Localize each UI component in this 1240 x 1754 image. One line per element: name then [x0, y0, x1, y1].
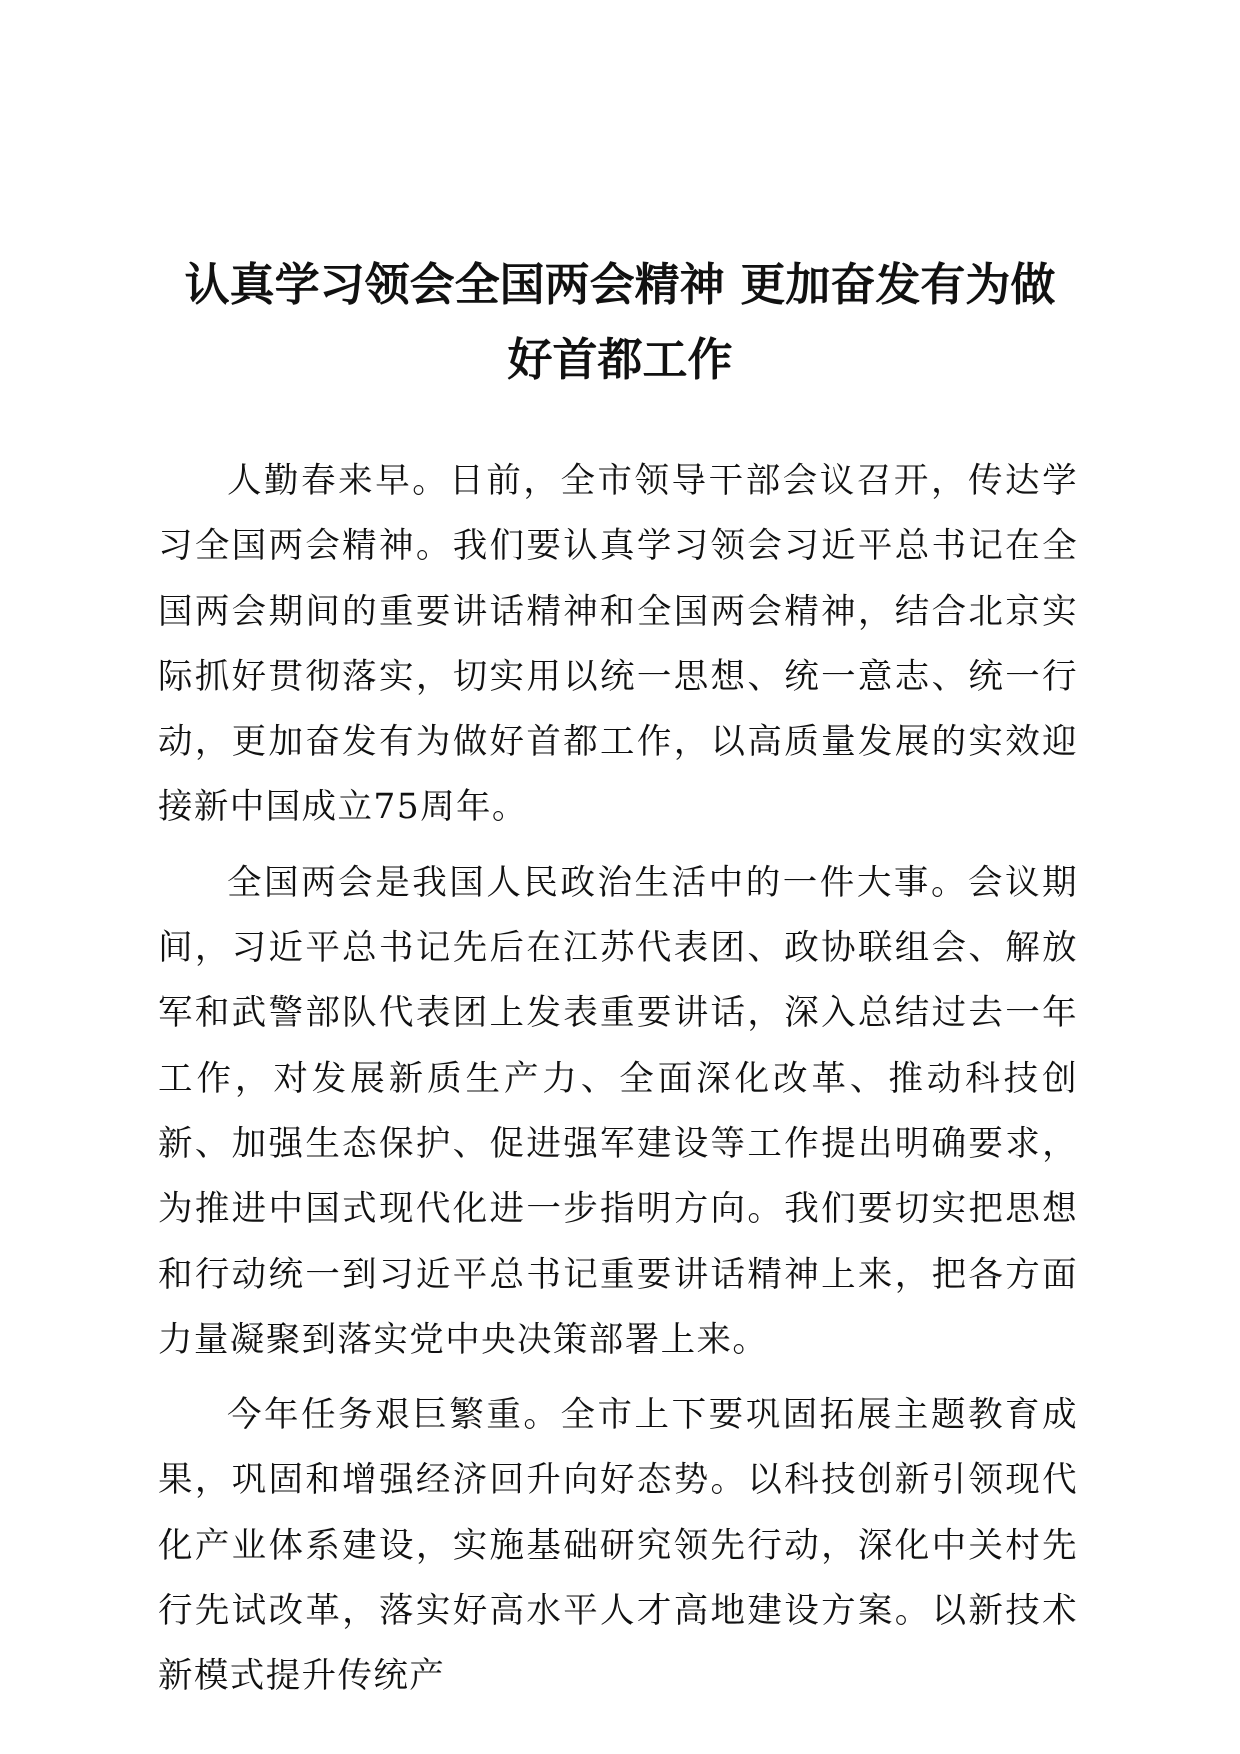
paragraph-3: 今年任务艰巨繁重。全市上下要巩固拓展主题教育成果，巩固和增强经济回升向好态势。以科技创新引领现代化产业体系建设，实施基础研究领先行动，深化中关村先行先试改革，落实好高水平人才高地建设方案。以新技术新模式提升传统产 [158, 1395, 1078, 1697]
paragraph-2: 全国两会是我国人民政治生活中的一件大事。会议期间，习近平总书记先后在江苏代表团、政协联组会、解放军和武警部队代表团上发表重要讲话，深入总结过去一年工作，对发展新质生产力、全面深化改革、推动科技创新、加强生态保护、促进强军建设等工作提出明确要求，为推进中国式现代化进一步指明方向。我们要切实把思想和行动统一到习近平总书记重要讲话精神上来，把各方面力量凝聚到落实党中央决策部署上来。 [158, 862, 1078, 1360]
title-line-1: 认真学习领会全国两会精神 更加奋发有为做 [184, 258, 1056, 311]
title-line-2: 好首都工作 [507, 333, 733, 386]
document-body [158, 449, 1078, 1720]
paragraph-1: 人勤春来早。日前，全市领导干部会议召开，传达学习全国两会精神。我们要认真学习领会习近平总书记在全国两会期间的重要讲话精神和全国两会精神，结合北京实际抓好贯彻落实，切实用以统一思想、统一意志、统一行动，更加奋发有为做好首都工作，以高质量发展的实效迎接新中国成立75周年。 [158, 461, 1078, 828]
document-title [150, 247, 1090, 397]
